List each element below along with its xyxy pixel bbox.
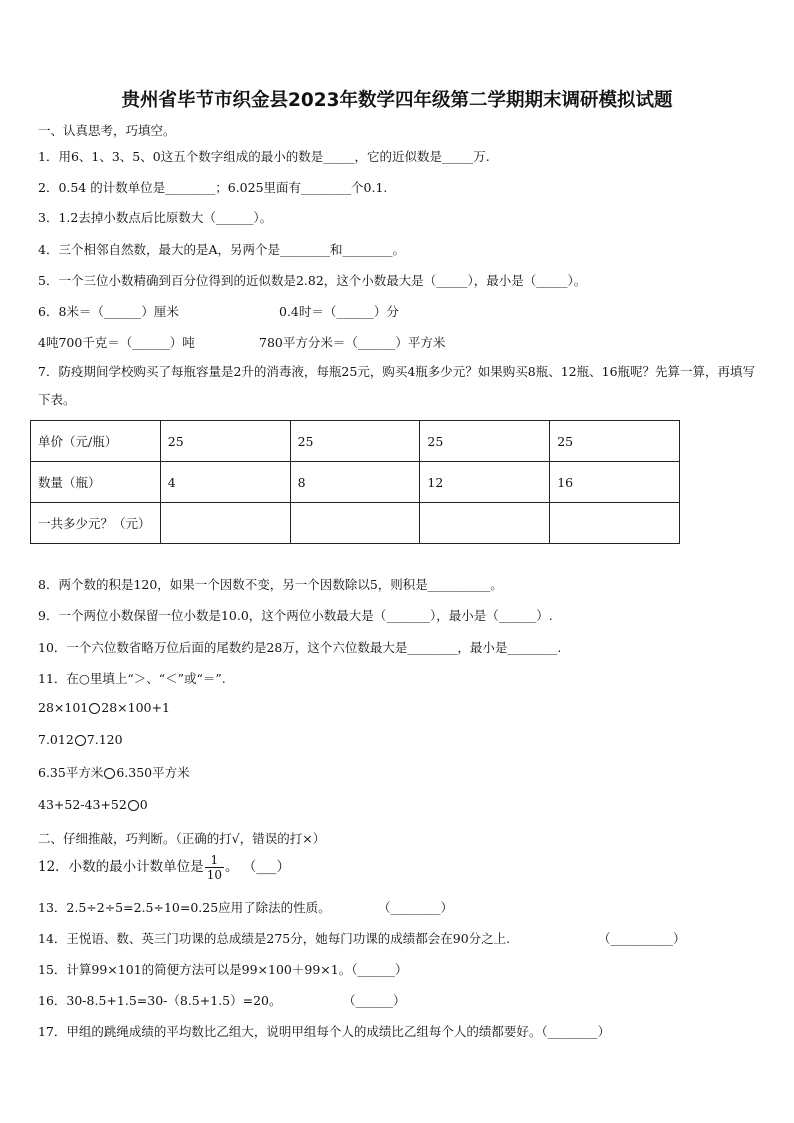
question-17: 17．甲组的跳绳成绩的平均数比乙组大，说明甲组每个人的成绩比乙组每个人的绩都要好。（________） xyxy=(38,1024,611,1039)
table-row xyxy=(31,421,680,462)
question-14: 14．王悦语、数、英三门功课的总成绩是275分，她每门功课的成绩都会在90分之上. xyxy=(38,931,511,946)
fraction-numerator: 1 xyxy=(205,853,224,868)
compare-left: 7.012 xyxy=(38,732,74,747)
compare-right: 6.350平方米 xyxy=(116,765,190,780)
answer-circle-icon[interactable] xyxy=(128,800,139,811)
compare-left: 43+52-43+52 xyxy=(38,797,127,812)
question-6a: 6．8米＝（______）厘米 xyxy=(38,304,179,319)
table-answer-cell[interactable] xyxy=(550,503,680,544)
question-2: 2．0.54 的计数单位是________；6.025里面有________个0.1. xyxy=(38,180,388,195)
compare-c xyxy=(38,763,190,781)
table-cell: 数量（瓶） xyxy=(31,462,161,503)
compare-d xyxy=(38,797,148,812)
question-13: 13．2.5÷2÷5=2.5÷10=0.25应用了除法的性质。 xyxy=(38,900,331,915)
compare-right: 0 xyxy=(139,797,148,812)
compare-left: 6.35平方米 xyxy=(38,765,104,780)
answer-circle-icon[interactable] xyxy=(89,703,100,714)
compare-right: 28×100+1 xyxy=(101,700,170,715)
question-16: 16．30-8.5+1.5=30-（8.5+1.5）=20。 xyxy=(38,993,282,1008)
question-14-blank: （__________） xyxy=(598,931,686,946)
fraction xyxy=(205,853,224,882)
compare-b xyxy=(38,732,123,747)
question-15: 15．计算99×101的简便方法可以是99×100＋99×1。（______） xyxy=(38,962,408,977)
table-answer-cell[interactable] xyxy=(420,503,550,544)
section-1-heading: 一、认真思考，巧填空。 xyxy=(38,123,176,138)
table-answer-cell[interactable] xyxy=(290,503,420,544)
table-cell: 16 xyxy=(550,462,680,503)
table-cell: 一共多少元？（元） xyxy=(31,503,161,544)
table-cell: 8 xyxy=(290,462,420,503)
compare-left: 28×101 xyxy=(38,700,89,715)
page-title: 贵州省毕节市织金县2023年数学四年级第二学期期末调研模拟试题 xyxy=(121,90,673,111)
question-6b: 0.4时＝（______）分 xyxy=(279,304,399,319)
compare-right: 7.120 xyxy=(86,732,123,747)
table-row xyxy=(31,503,680,544)
question-5: 5．一个三位小数精确到百分位得到的近似数是2.82，这个小数最大是（_____），最小是（_____）。 xyxy=(38,273,587,288)
table-cell: 25 xyxy=(290,421,420,462)
question-3: 3．1.2去掉小数点后比原数大（______）。 xyxy=(38,210,273,225)
compare-a xyxy=(38,700,170,715)
table-cell: 12 xyxy=(420,462,550,503)
section-2-heading: 二、仔细推敲，巧判断。（正确的打√，错误的打×） xyxy=(38,831,326,846)
question-6d: 780平方分米＝（______）平方米 xyxy=(259,335,446,350)
table-answer-cell[interactable] xyxy=(160,503,290,544)
question-11: 11．在○里填上“＞、“＜”或“＝”. xyxy=(38,671,226,686)
answer-circle-icon[interactable] xyxy=(104,768,115,779)
question-10: 10．一个六位数省略万位后面的尾数约是28万，这个六位数最大是________，最小是________. xyxy=(38,640,562,655)
question-8: 8．两个数的积是120，如果一个因数不变，另一个因数除以5，则积是__________。 xyxy=(38,577,503,592)
question-12-text: 12．小数的最小计数单位是 xyxy=(38,859,204,875)
answer-circle-icon[interactable] xyxy=(75,735,86,746)
question-7: 7．防疫期间学校购买了每瓶容量是2升的消毒液，每瓶25元，购买4瓶多少元？如果购买8瓶、12瓶、16瓶呢？先算一算，再填写下表。 xyxy=(38,364,756,407)
table-cell: 单价（元/瓶） xyxy=(31,421,161,462)
question-4: 4．三个相邻自然数，最大的是A，另两个是________和________。 xyxy=(38,242,405,257)
question-13-blank: （________） xyxy=(378,900,454,915)
question-16-blank: （______） xyxy=(343,993,406,1008)
question-6c: 4吨700千克＝（______）吨 xyxy=(38,335,195,350)
question-9: 9．一个两位小数保留一位小数是10.0，这个两位小数最大是（_______），最小是（______）. xyxy=(38,608,553,623)
table-cell: 25 xyxy=(160,421,290,462)
fraction-denominator: 10 xyxy=(206,868,222,882)
table-cell: 25 xyxy=(550,421,680,462)
question-12 xyxy=(38,853,290,882)
question-12-tail: 。 （___） xyxy=(224,859,291,875)
question-1: 1．用6、1、3、5、0这五个数字组成的最小的数是_____，它的近似数是_____万. xyxy=(38,149,490,164)
table-cell: 4 xyxy=(160,462,290,503)
table-row xyxy=(31,462,680,503)
price-table xyxy=(30,420,680,544)
table-cell: 25 xyxy=(420,421,550,462)
